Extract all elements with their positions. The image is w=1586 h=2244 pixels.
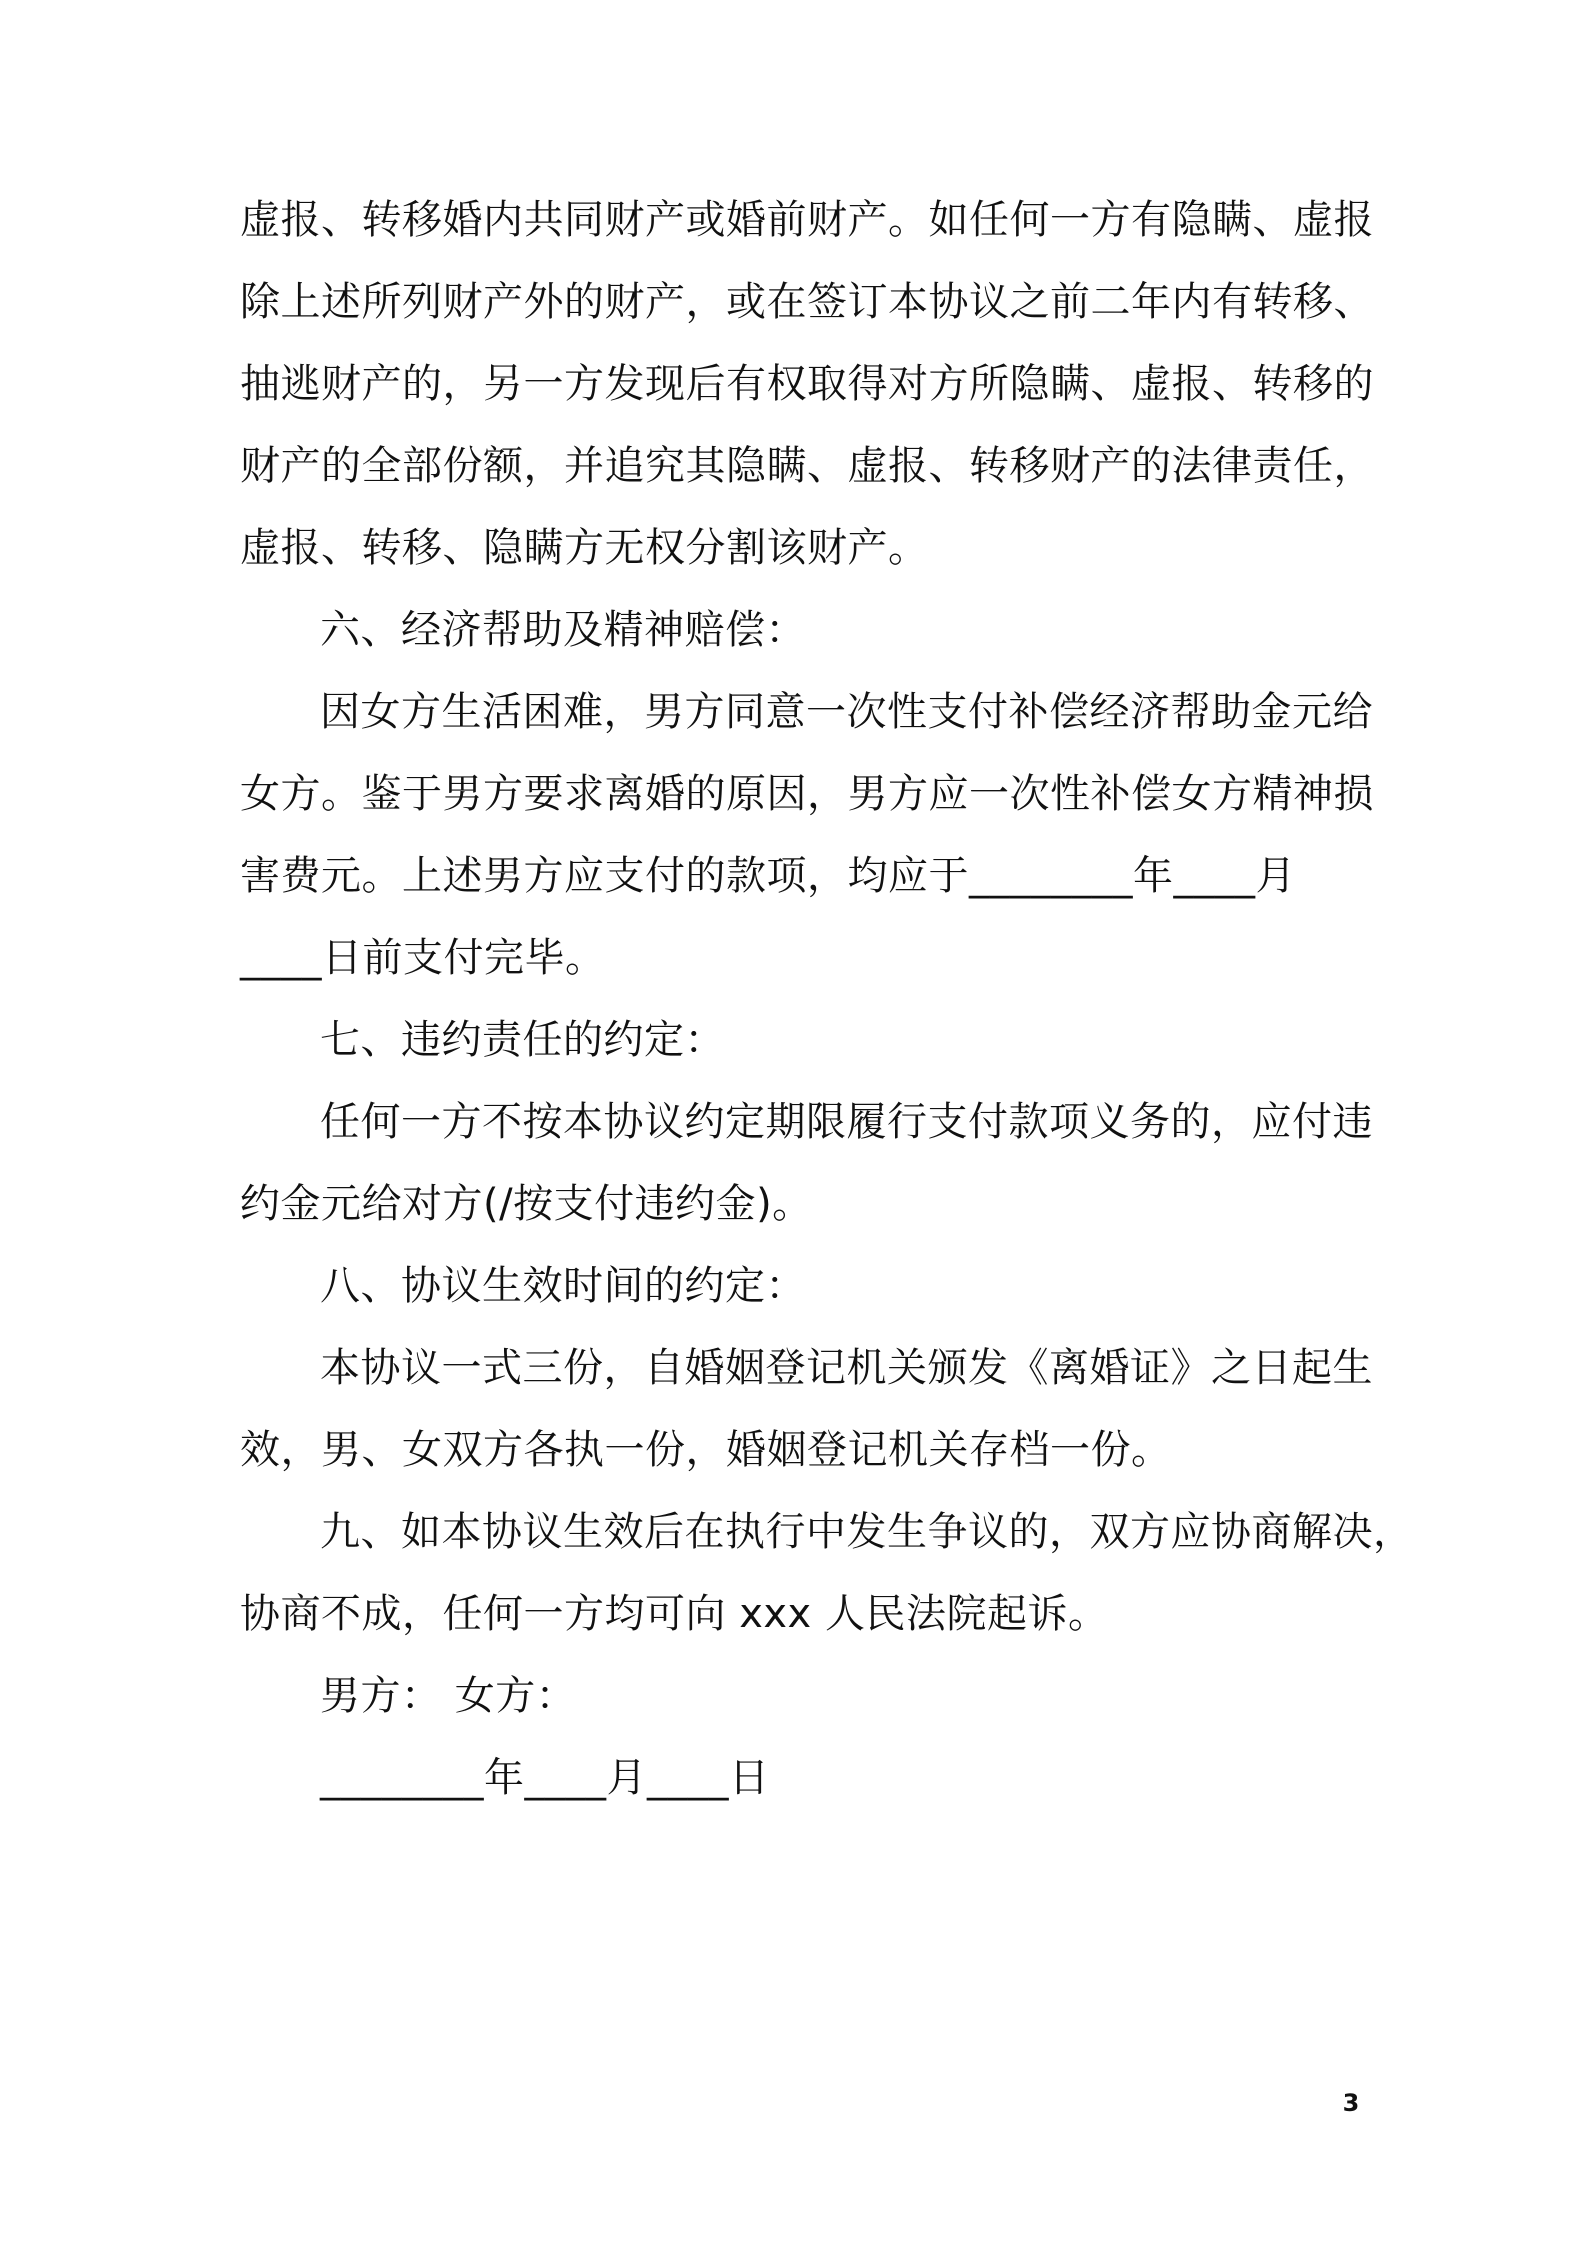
text-line: 约金元给对方(/按支付违约金)。: [240, 1181, 813, 1227]
text-line: 虚报、转移、隐瞒方无权分割该财产。: [240, 525, 929, 571]
text-line: ____日前支付完毕。: [240, 935, 606, 981]
text-line: 九、如本协议生效后在执行中发生争议的，双方应协商解决，: [320, 1509, 1414, 1555]
text-line: 因女方生活困难，男方同意一次性支付补偿经济帮助金元给: [320, 689, 1373, 735]
section-heading: 七、违约责任的约定：: [320, 1017, 725, 1063]
section-heading: 六、经济帮助及精神赔偿：: [320, 607, 806, 653]
date-line: ________年____月____日: [320, 1755, 770, 1801]
text-line: 虚报、转移婚内共同财产或婚前财产。如任何一方有隐瞒、虚报: [240, 197, 1374, 243]
signature-line: 男方： 女方：: [320, 1673, 577, 1719]
text-line: 财产的全部份额，并追究其隐瞒、虚报、转移财产的法律责任，: [240, 443, 1374, 489]
text-line: 除上述所列财产外的财产，或在签订本协议之前二年内有转移、: [240, 279, 1374, 325]
text-line: 任何一方不按本协议约定期限履行支付款项义务的，应付违: [320, 1099, 1373, 1145]
text-line: 女方。鉴于男方要求离婚的原因，男方应一次性补偿女方精神损: [240, 771, 1374, 817]
text-line: 效，男、女双方各执一份，婚姻登记机关存档一份。: [240, 1427, 1172, 1473]
text-line: 害费元。上述男方应支付的款项，均应于________年____月: [240, 853, 1296, 899]
text-line: 协商不成，任何一方均可向 xxx 人民法院起诉。: [240, 1591, 1109, 1637]
page-number: 3: [1342, 2089, 1360, 2117]
text-line: 本协议一式三份，自婚姻登记机关颁发《离婚证》之日起生: [320, 1345, 1373, 1391]
section-heading: 八、协议生效时间的约定：: [320, 1263, 806, 1309]
text-line: 抽逃财产的，另一方发现后有权取得对方所隐瞒、虚报、转移的: [240, 361, 1374, 407]
